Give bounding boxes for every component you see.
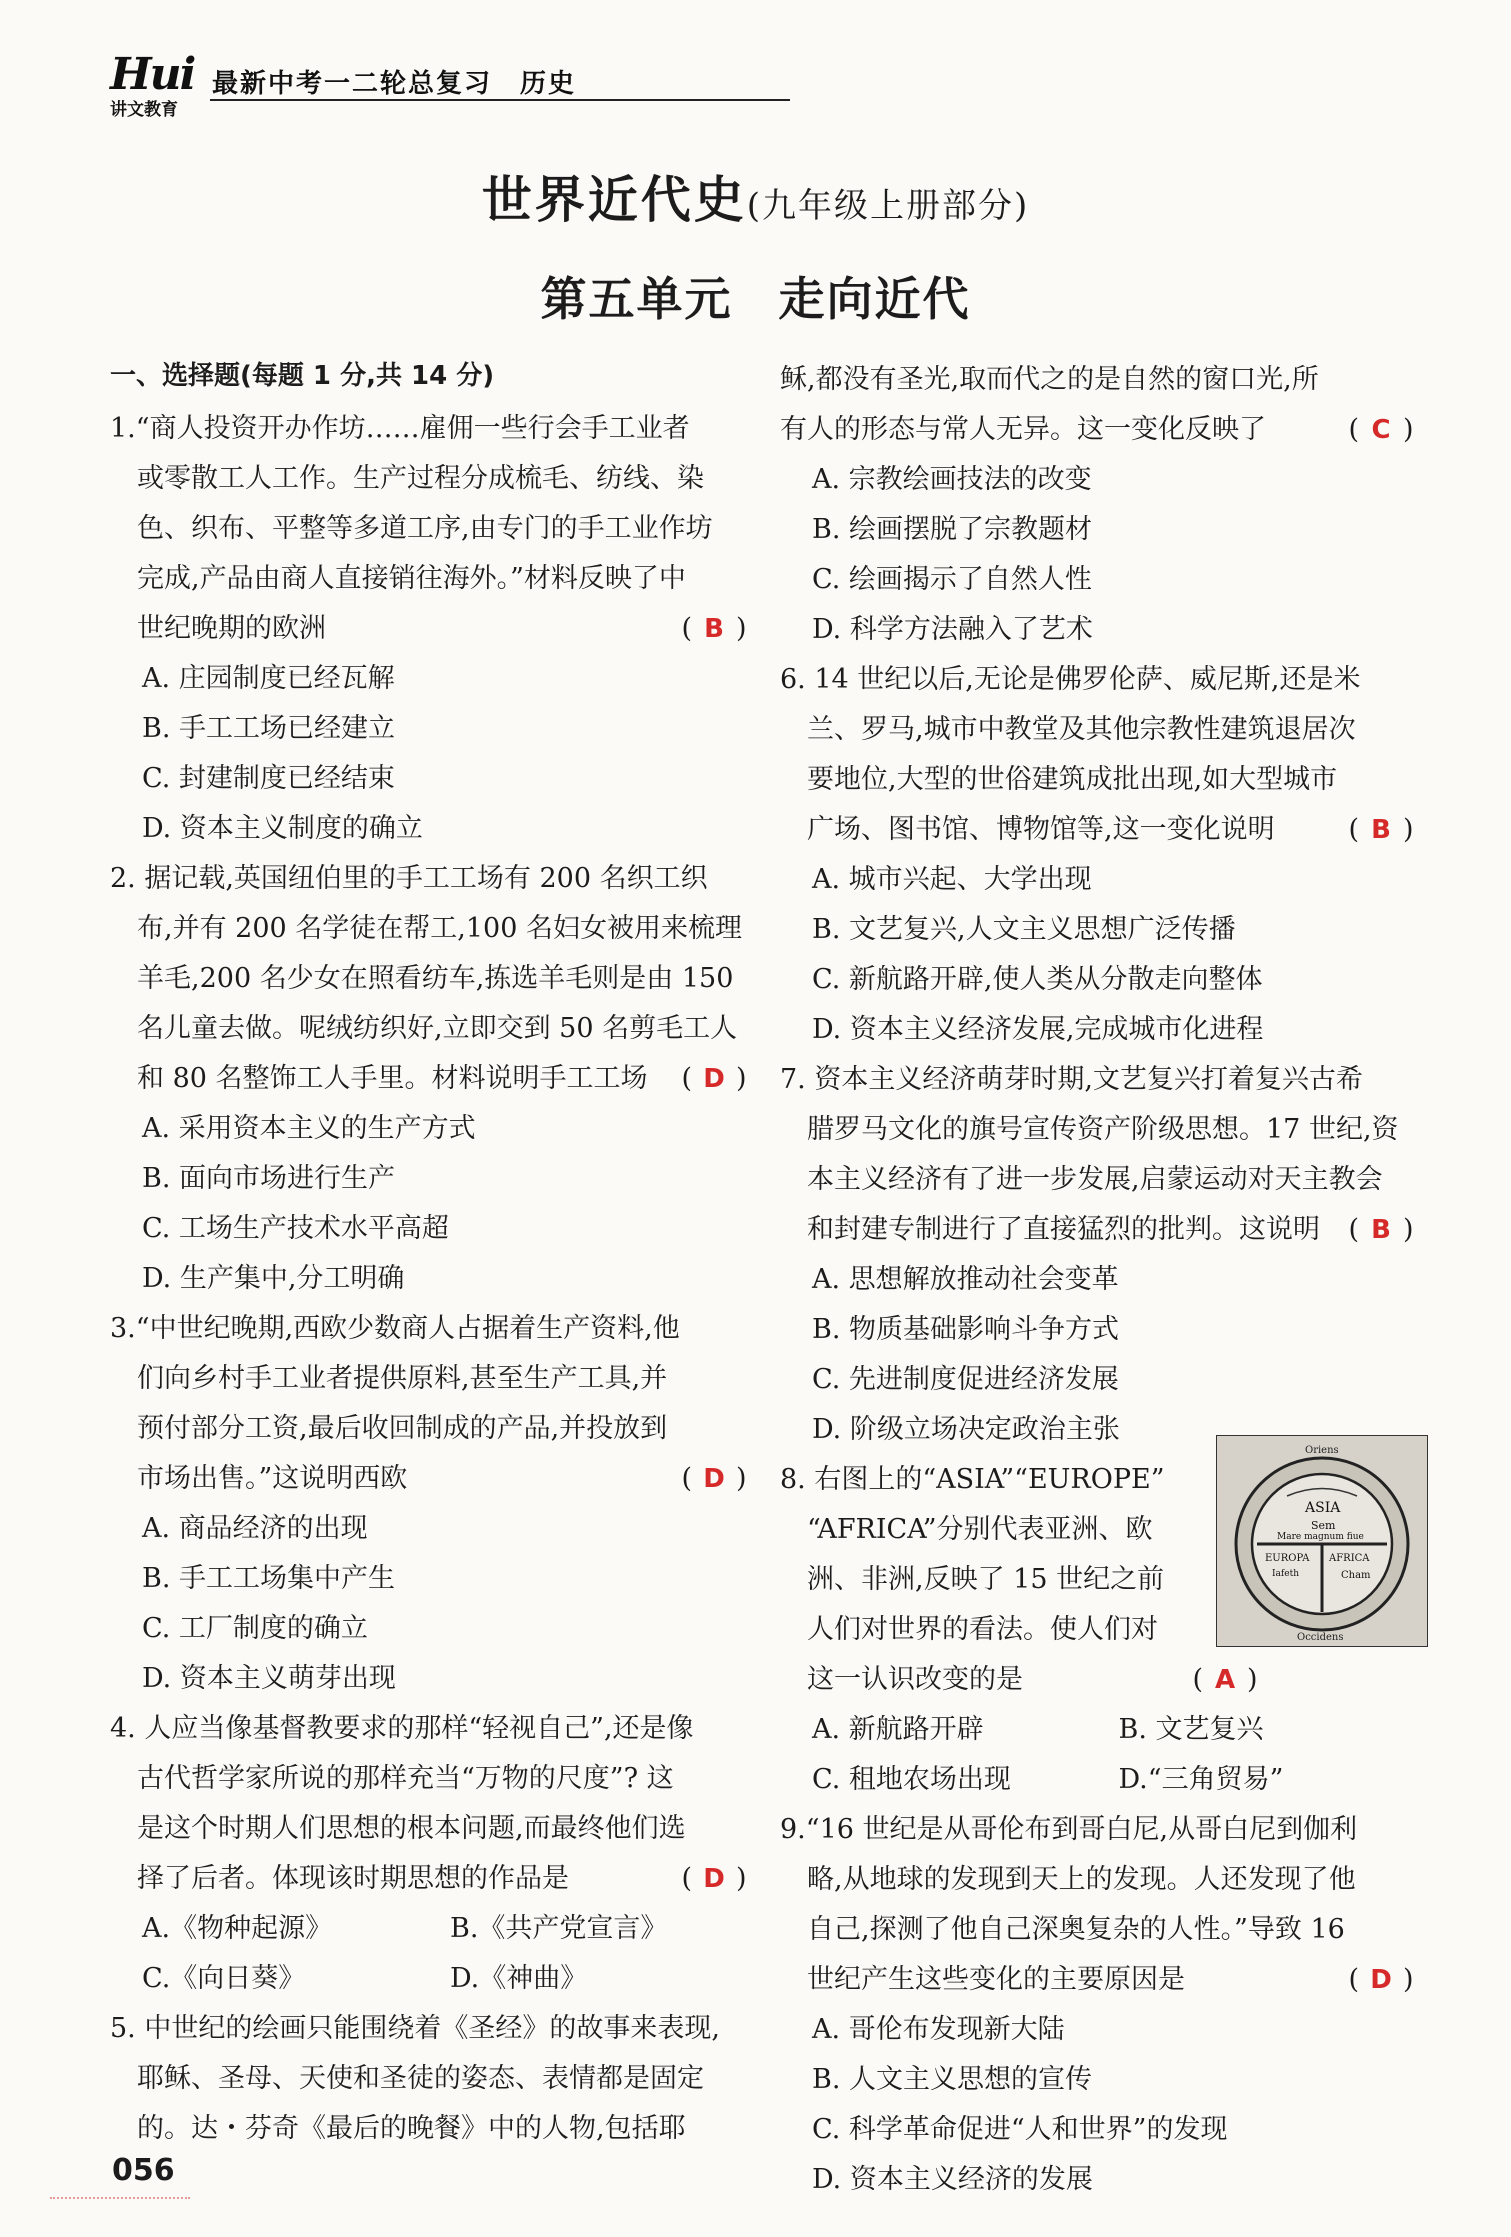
- line-text: 腊罗马文化的旗号宣传资产阶级思想。17 世纪,资: [780, 1114, 1399, 1145]
- answer-option: [110, 1504, 758, 1554]
- question-text-line: [110, 1354, 758, 1404]
- question-text-line: [780, 1955, 1425, 2005]
- line-text: 要地位,大型的世俗建筑成批出现,如大型城市: [780, 764, 1338, 795]
- map-label-iafeth: Iafeth: [1272, 1569, 1299, 1579]
- answer-option: [780, 455, 1425, 505]
- line-text: B. 文艺复兴,人文主义思想广泛传播: [812, 914, 1236, 945]
- map-label-occidens: Occidens: [1297, 1632, 1344, 1643]
- question-text-line: [110, 2004, 758, 2054]
- line-text: D. 资本主义经济发展,完成城市化进程: [812, 1014, 1264, 1045]
- line-text: 有人的形态与常人无异。这一变化反映了: [780, 414, 1266, 445]
- map-label-asia: ASIA: [1305, 1500, 1341, 1516]
- line-text: B. 手工工场集中产生: [142, 1563, 396, 1594]
- line-text: C. 先进制度促进经济发展: [812, 1364, 1119, 1395]
- line-text: C. 新航路开辟,使人类从分散走向整体: [812, 964, 1263, 995]
- question-text-line: [110, 604, 758, 654]
- line-text: 布,并有 200 名学徒在帮工,100 名妇女被用来梳理: [110, 913, 742, 944]
- line-text: 9.“16 世纪是从哥伦布到哥白尼,从哥白尼到伽利: [780, 1814, 1358, 1845]
- line-text: 择了后者。体现该时期思想的作品是: [110, 1863, 569, 1894]
- book-title: 最新中考一二轮总复习 历史: [212, 69, 577, 99]
- line-text: 世纪产生这些变化的主要原因是: [780, 1964, 1185, 1995]
- question-text-line: [780, 1105, 1425, 1155]
- line-text: 和封建专制进行了直接猛烈的批判。这说明: [780, 1214, 1320, 1245]
- question-text-line: [780, 1655, 1425, 1705]
- map-label-oriens: Oriens: [1305, 1445, 1339, 1456]
- answer-bracket: ( D ): [674, 1454, 754, 1504]
- question-text-line: [110, 1704, 758, 1754]
- line-text: D. 阶级立场决定政治主张: [812, 1414, 1120, 1445]
- line-text: 耶稣、圣母、天使和圣徒的姿态、表情都是固定: [110, 2063, 704, 2094]
- line-text: A. 哥伦布发现新大陆: [812, 2014, 1065, 2045]
- line-text: 人们对世界的看法。使人们对: [780, 1614, 1158, 1645]
- world-map-illustration: [1217, 1436, 1427, 1646]
- answer-option: [780, 555, 1425, 605]
- map-label-africa: AFRICA: [1329, 1553, 1370, 1564]
- answer-bracket: ( D ): [674, 1854, 754, 1904]
- right-column: [780, 355, 1425, 2205]
- line-text: A. 商品经济的出现: [142, 1513, 368, 1544]
- question-text-line: [780, 805, 1425, 855]
- answer-option: [110, 1204, 758, 1254]
- answer-option: [110, 704, 758, 754]
- question-text-line: [110, 854, 758, 904]
- question-text-line: [780, 405, 1425, 455]
- question-text-line: [110, 1754, 758, 1804]
- line-text: 自己,探测了他自己深奥复杂的人性。”导致 16: [780, 1914, 1345, 1945]
- line-text: D. 资本主义制度的确立: [142, 813, 423, 844]
- answer-option: B. 文艺复兴: [1118, 1714, 1264, 1745]
- line-text: B. 物质基础影响斗争方式: [812, 1314, 1120, 1345]
- answer-bracket: ( C ): [1341, 405, 1421, 455]
- question-text-line: [780, 1805, 1425, 1855]
- answer-option: [780, 1305, 1425, 1355]
- question-text-line: [110, 954, 758, 1004]
- line-text: 稣,都没有圣光,取而代之的是自然的窗口光,所: [780, 364, 1319, 395]
- answer-option: [780, 1255, 1425, 1305]
- question-text-line: [110, 554, 758, 604]
- question-text-line: [110, 2104, 758, 2154]
- answer-option: [780, 855, 1425, 905]
- answer-key: D: [703, 1464, 725, 1494]
- answer-option: A.《物种起源》: [142, 1913, 333, 1944]
- map-label-mare: Mare magnum fiue: [1277, 1532, 1364, 1542]
- line-text: 6. 14 世纪以后,无论是佛罗伦萨、威尼斯,还是米: [780, 664, 1361, 695]
- line-text: B. 绘画摆脱了宗教题材: [812, 514, 1093, 545]
- question-text-line: [110, 1454, 758, 1504]
- line-text: A. 庄园制度已经瓦解: [142, 663, 395, 694]
- tO-world-map-figure: [1216, 1435, 1428, 1647]
- option-pair: [110, 1954, 758, 2004]
- line-text: 古代哲学家所说的那样充当“万物的尺度”? 这: [110, 1763, 674, 1794]
- answer-option: C.《向日葵》: [142, 1963, 306, 1994]
- answer-option: [780, 955, 1425, 1005]
- line-text: “AFRICA”分别代表亚洲、欧: [780, 1514, 1153, 1545]
- answer-option: [780, 605, 1425, 655]
- line-text: 兰、罗马,城市中教堂及其他宗教性建筑退居次: [780, 714, 1356, 745]
- answer-option: [110, 804, 758, 854]
- answer-option: [780, 2105, 1425, 2155]
- section-heading: 一、选择题(每题 1 分,共 14 分): [110, 361, 495, 391]
- line-text: 完成,产品由商人直接销往海外。”材料反映了中: [110, 563, 686, 594]
- page-header: [110, 49, 680, 120]
- line-text: 或零散工人工作。生产过程分成梳毛、纺线、染: [110, 463, 704, 494]
- answer-option: [110, 1554, 758, 1604]
- line-text: A. 城市兴起、大学出现: [812, 864, 1092, 895]
- answer-option: [110, 1254, 758, 1304]
- option-pair: [110, 1904, 758, 1954]
- unit-title: [0, 263, 1511, 329]
- line-text: 预付部分工资,最后收回制成的产品,并投放到: [110, 1413, 668, 1444]
- answer-bracket: ( B ): [1341, 1205, 1421, 1255]
- answer-option: [780, 905, 1425, 955]
- question-text-line: [110, 454, 758, 504]
- line-text: 本主义经济有了进一步发展,启蒙运动对天主教会: [780, 1164, 1383, 1195]
- question-text-line: [780, 705, 1425, 755]
- option-pair: [780, 1755, 1425, 1805]
- line-text: 羊毛,200 名少女在照看纺车,拣选羊毛则是由 150: [110, 963, 734, 994]
- answer-bracket: ( B ): [674, 604, 754, 654]
- unit-name: 走向近代: [778, 272, 971, 326]
- question-text-line: [110, 2054, 758, 2104]
- line-text: 世纪晚期的欧洲: [110, 613, 326, 644]
- line-text: 1.“商人投资开办作坊……雇佣一些行会手工业者: [110, 413, 690, 444]
- question-text-line: [780, 1155, 1425, 1205]
- header-divider: [210, 99, 790, 101]
- line-text: 这一认识改变的是: [780, 1664, 1023, 1695]
- line-text: 8. 右图上的“ASIA”“EUROPE”: [780, 1464, 1165, 1495]
- line-text: C. 科学革命促进“人和世界”的发现: [812, 2114, 1228, 2145]
- answer-key: B: [1371, 815, 1391, 845]
- question-text-line: [780, 1905, 1425, 1955]
- question-text-line: [780, 655, 1425, 705]
- line-text: 略,从地球的发现到天上的发现。人还发现了他: [780, 1864, 1356, 1895]
- answer-key: A: [1214, 1665, 1236, 1695]
- question-text-line: [110, 1304, 758, 1354]
- line-text: 和 80 名整饰工人手里。材料说明手工工场: [110, 1063, 648, 1094]
- line-text: D. 资本主义萌芽出现: [142, 1663, 396, 1694]
- line-text: D. 资本主义经济的发展: [812, 2164, 1093, 2195]
- answer-option: B.《共产党宣言》: [450, 1913, 668, 1944]
- line-text: A. 采用资本主义的生产方式: [142, 1113, 476, 1144]
- footer-divider: [50, 2197, 190, 2199]
- answer-bracket: ( D ): [1341, 1955, 1421, 2005]
- answer-option: [110, 654, 758, 704]
- answer-key: B: [1371, 1215, 1391, 1245]
- line-text: 市场出售。”这说明西欧: [110, 1463, 408, 1494]
- line-text: C. 工厂制度的确立: [142, 1613, 368, 1644]
- answer-option: [110, 1104, 758, 1154]
- line-text: A. 思想解放推动社会变革: [812, 1264, 1119, 1295]
- answer-key: D: [1370, 1965, 1392, 1995]
- answer-option: C. 租地农场出现: [812, 1764, 1011, 1795]
- line-text: C. 封建制度已经结束: [142, 763, 395, 794]
- answer-option: [780, 2155, 1425, 2205]
- question-text-line: [110, 904, 758, 954]
- chapter-subtitle: (九年级上册部分): [746, 186, 1030, 226]
- option-pair: [780, 1705, 1425, 1755]
- line-text: A. 宗教绘画技法的改变: [812, 464, 1092, 495]
- left-column: [110, 404, 758, 2154]
- answer-option: [110, 1654, 758, 1704]
- answer-option: [780, 1005, 1425, 1055]
- answer-option: [780, 2055, 1425, 2105]
- answer-key: D: [703, 1864, 725, 1894]
- line-text: 色、织布、平整等多道工序,由专门的手工业作坊: [110, 513, 713, 544]
- publisher-logo: Hui: [110, 49, 195, 100]
- question-text-line: [110, 1004, 758, 1054]
- question-text-line: [780, 1205, 1425, 1255]
- answer-bracket: ( D ): [674, 1054, 754, 1104]
- answer-option: [780, 2005, 1425, 2055]
- line-text: 洲、非洲,反映了 15 世纪之前: [780, 1564, 1165, 1595]
- answer-key: D: [703, 1064, 725, 1094]
- line-text: C. 工场生产技术水平高超: [142, 1213, 449, 1244]
- line-text: 名儿童去做。呢绒纺织好,立即交到 50 名剪毛工人: [110, 1013, 738, 1044]
- line-text: 们向乡村手工业者提供原料,甚至生产工具,并: [110, 1363, 668, 1394]
- map-label-cham: Cham: [1341, 1570, 1371, 1581]
- line-text: D. 科学方法融入了艺术: [812, 614, 1093, 645]
- question-text-line: [780, 1855, 1425, 1905]
- line-text: 的。达・芬奇《最后的晚餐》中的人物,包括耶: [110, 2113, 686, 2144]
- chapter-title-text: 世界近代史: [481, 171, 747, 229]
- line-text: 广场、图书馆、博物馆等,这一变化说明: [780, 814, 1275, 845]
- answer-option: [780, 1355, 1425, 1405]
- question-text-line: [110, 404, 758, 454]
- line-text: 是这个时期人们思想的根本问题,而最终他们选: [110, 1813, 686, 1844]
- line-text: 3.“中世纪晚期,西欧少数商人占据着生产资料,他: [110, 1313, 680, 1344]
- answer-option: D.《神曲》: [450, 1963, 588, 1994]
- map-label-sem: Sem: [1311, 1519, 1336, 1532]
- question-text-line: [780, 355, 1425, 405]
- answer-key: B: [704, 614, 724, 644]
- page-number: 056: [112, 2153, 175, 2188]
- unit-label: 第五单元: [540, 272, 733, 326]
- line-text: B. 人文主义思想的宣传: [812, 2064, 1093, 2095]
- question-text-line: [780, 1055, 1425, 1105]
- line-text: 2. 据记载,英国纽伯里的手工工场有 200 名织工织: [110, 863, 708, 894]
- question-text-line: [110, 1054, 758, 1104]
- question-text-line: [780, 755, 1425, 805]
- question-text-line: [110, 1804, 758, 1854]
- line-text: 5. 中世纪的绘画只能围绕着《圣经》的故事来表现,: [110, 2013, 720, 2044]
- question-text-line: [110, 1854, 758, 1904]
- line-text: 4. 人应当像基督教要求的那样“轻视自己”,还是像: [110, 1713, 694, 1744]
- answer-option: [110, 754, 758, 804]
- answer-option: D.“三角贸易”: [1118, 1764, 1284, 1795]
- publisher-name: 讲文教育: [110, 100, 178, 120]
- question-text-line: [110, 1404, 758, 1454]
- line-text: B. 面向市场进行生产: [142, 1163, 396, 1194]
- question-text-line: [110, 504, 758, 554]
- line-text: B. 手工工场已经建立: [142, 713, 396, 744]
- answer-option: [110, 1604, 758, 1654]
- line-text: D. 生产集中,分工明确: [142, 1263, 405, 1294]
- map-label-europa: EUROPA: [1265, 1553, 1310, 1564]
- answer-option: [780, 505, 1425, 555]
- line-text: C. 绘画揭示了自然人性: [812, 564, 1092, 595]
- answer-bracket: ( A ): [1185, 1655, 1265, 1705]
- answer-option: [110, 1154, 758, 1204]
- answer-key: C: [1371, 415, 1391, 445]
- chapter-title: [0, 160, 1511, 232]
- answer-option: A. 新航路开辟: [812, 1714, 984, 1745]
- line-text: 7. 资本主义经济萌芽时期,文艺复兴打着复兴古希: [780, 1064, 1363, 1095]
- answer-bracket: ( B ): [1341, 805, 1421, 855]
